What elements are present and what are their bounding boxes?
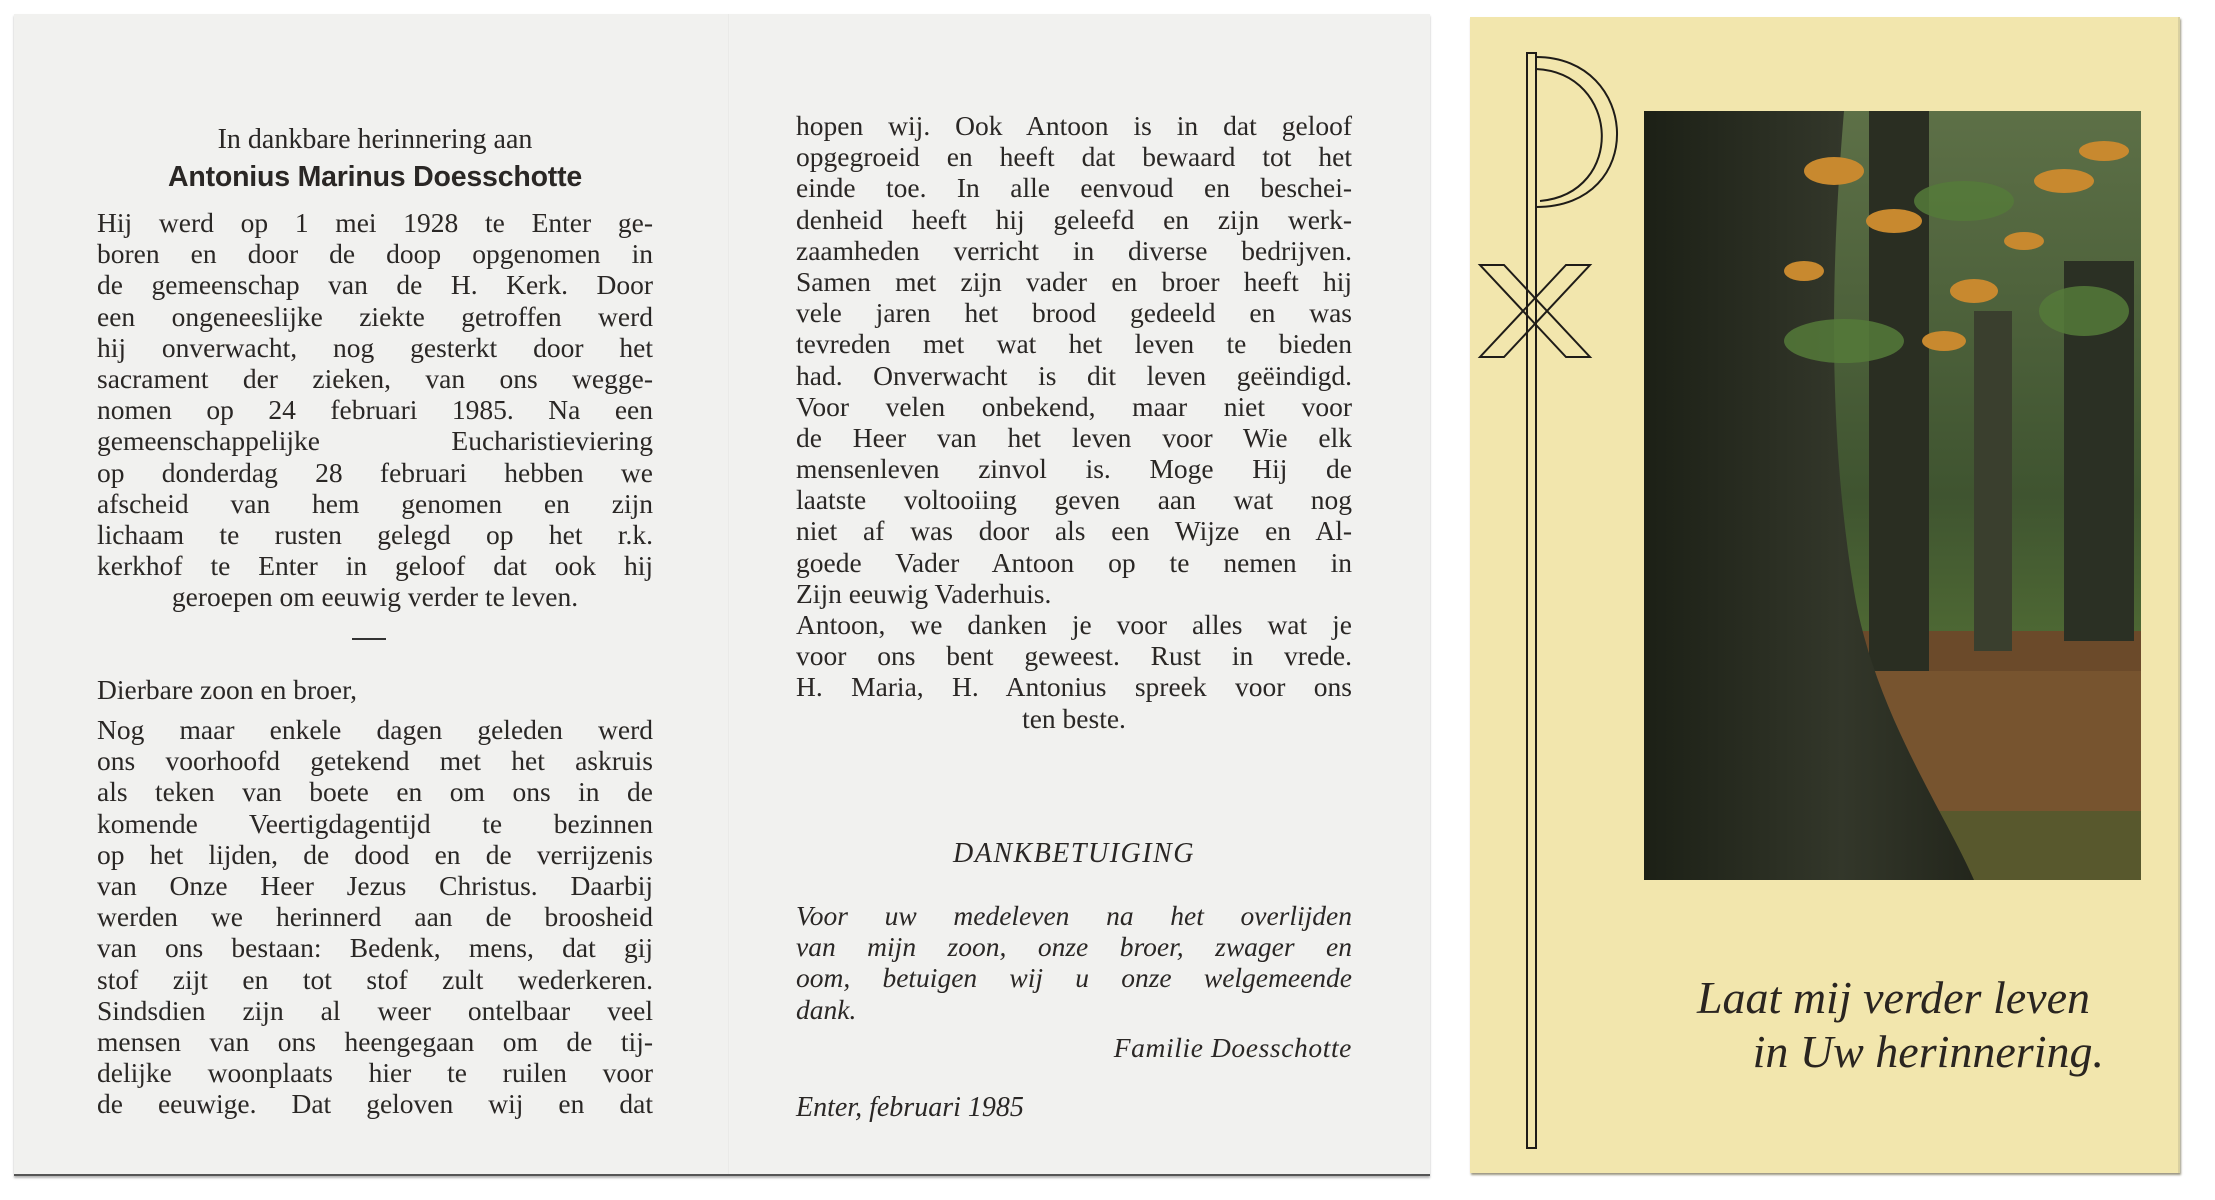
paragraph-farewell xyxy=(796,609,1352,734)
text-line: van ons bestaan: Bedenk, mens, dat gij xyxy=(97,932,653,964)
family-signature: Familie Doesschotte xyxy=(1113,1032,1352,1063)
text-line: Hij werd op 1 mei 1928 te Enter ge- xyxy=(97,207,653,238)
text-line: werden we herinnerd aan de broosheid xyxy=(97,901,653,933)
text-line: hij onverwacht, nog gesterkt door het xyxy=(97,331,653,363)
intro-text: In dankbare herinnering aan xyxy=(217,124,533,155)
text-line: tevreden met wat het leven te bieden xyxy=(796,328,1352,360)
memorial-card-inside xyxy=(14,14,1430,1176)
text-line: afscheid van hem genomen en zijn xyxy=(97,487,653,519)
text-line: voor ons bent geweest. Rust in vrede. xyxy=(796,640,1352,672)
deceased-name: Antonius Marinus Doesschotte xyxy=(167,161,583,193)
separator-dash xyxy=(352,638,386,640)
text-line: boren en door de doop opgenomen in xyxy=(97,238,653,270)
forest-photo xyxy=(1644,111,2141,880)
text-line: mensenleven zinvol is. Moge Hij de xyxy=(796,453,1352,485)
cover-caption-line-1: Laat mij verder leven xyxy=(1696,972,2090,1023)
text-line: van mijn zoon, onze broer, zwager en xyxy=(796,931,1352,963)
text-line: goede Vader Antoon op te nemen in xyxy=(796,546,1352,578)
text-line: nomen op 24 februari 1985. Na een xyxy=(97,394,653,426)
text-line: had. Onverwacht is dit leven geëindigd. xyxy=(796,359,1352,391)
text-line: opgegroeid en heeft dat bewaard tot het xyxy=(796,141,1352,173)
text-line: lichaam te rusten gelegd op het r.k. xyxy=(97,518,653,550)
place-date: Enter, februari 1985 xyxy=(796,1092,1024,1123)
text-line: geroepen om eeuwig verder te leven. xyxy=(171,581,579,613)
text-line: Voor velen onbekend, maar niet voor xyxy=(796,390,1352,422)
text-line: denheid heeft hij geleefd en zijn werk- xyxy=(796,203,1352,235)
text-line: stof zijt en tot stof zult wederkeren. xyxy=(97,963,653,995)
text-line: Zijn eeuwig Vaderhuis. xyxy=(796,577,1052,609)
text-line: ons voorhoofd getekend met het askruis xyxy=(97,745,653,777)
text-line: een ongeneeslijke ziekte getroffen werd xyxy=(97,300,653,332)
text-line: Voor uw medeleven na het overlijden xyxy=(796,900,1352,931)
text-line: de gemeenschap van de H. Kerk. Door xyxy=(97,269,653,301)
text-line: zaamheden verricht in diverse bedrijven. xyxy=(796,234,1352,266)
text-line: gemeenschappelijke Eucharistieviering xyxy=(97,425,653,457)
thanks-text xyxy=(796,900,1352,1025)
text-line: ten beste. xyxy=(1022,702,1126,734)
text-line: hopen wij. Ook Antoon is in dat geloof xyxy=(796,110,1352,141)
text-line: Sindsdien zijn al weer ontelbaar veel xyxy=(97,994,653,1026)
card-fold xyxy=(728,14,730,1174)
text-line: mensen van ons heengegaan om de tij- xyxy=(97,1025,653,1057)
text-line: delijke woonplaats hier te ruilen voor xyxy=(97,1057,653,1089)
text-line: vele jaren het brood gedeeld en was xyxy=(796,297,1352,329)
paragraph-biography xyxy=(97,207,653,612)
memorial-card-cover xyxy=(1470,17,2180,1173)
text-line: dank. xyxy=(796,993,857,1025)
text-line: de Heer van het leven voor Wie elk xyxy=(796,421,1352,453)
text-line: einde toe. In alle eenvoud en beschei- xyxy=(796,172,1352,204)
text-line: Antoon, we danken je voor alles wat je xyxy=(796,609,1352,640)
text-line: H. Maria, H. Antonius spreek voor ons xyxy=(796,671,1352,703)
paragraph-reflection xyxy=(97,714,653,1119)
text-line: sacrament der zieken, van ons wegge- xyxy=(97,362,653,394)
chi-rho-icon xyxy=(1470,17,1650,1173)
thanks-title: DANKBETUIGING xyxy=(953,838,1195,869)
paragraph-life xyxy=(796,110,1352,609)
salutation: Dierbare zoon en broer, xyxy=(97,674,358,705)
text-line: laatste voltooiing geven aan wat nog xyxy=(796,484,1352,516)
text-line: komende Veertigdagentijd te bezinnen xyxy=(97,807,653,839)
cover-caption-line-2: in Uw herinnering. xyxy=(1752,1026,2104,1077)
text-line: kerkhof te Enter in geloof dat ook hij xyxy=(97,550,653,582)
text-line: de eeuwige. Dat geloven wij en dat xyxy=(97,1088,653,1120)
text-line: als teken van boete en om ons in de xyxy=(97,776,653,808)
text-line: van Onze Heer Jezus Christus. Daarbij xyxy=(97,869,653,901)
text-line: Samen met zijn vader en broer heeft hij xyxy=(796,265,1352,297)
text-line: op het lijden, de dood en de verrijzenis xyxy=(97,838,653,870)
text-line: op donderdag 28 februari hebben we xyxy=(97,456,653,488)
text-line: niet af was door als een Wijze en Al- xyxy=(796,515,1352,547)
text-line: Nog maar enkele dagen geleden werd xyxy=(97,714,653,745)
text-line: oom, betuigen wij u onze welgemeende xyxy=(796,962,1352,994)
